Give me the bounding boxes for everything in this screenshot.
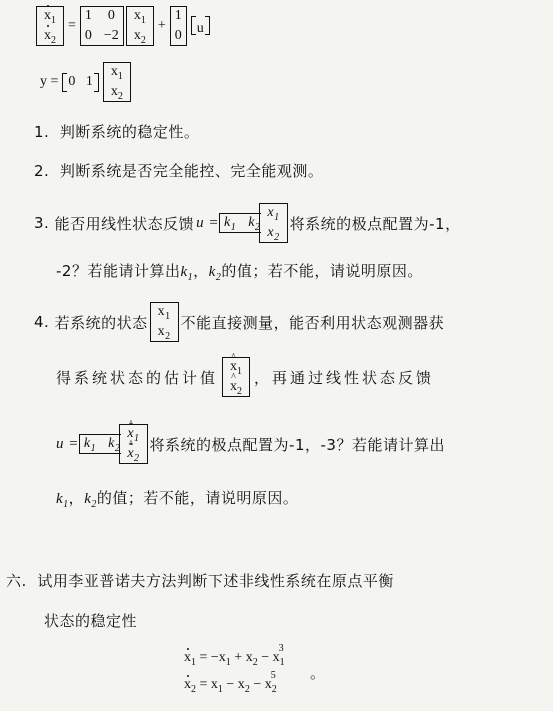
item-4-line-1: 4. 若系统的状态 $x_1$ $x_2$ 不能直接测量，能否利用状态观测器获 <box>34 304 445 342</box>
estimate-vector-2: ^ $x_1$ ^ $x_2$ <box>119 424 147 464</box>
matrix-c: 0 1 <box>62 73 99 92</box>
nonlinear-eq-1: $x_1 = -x_1 + x_2 - x_1^3$ <box>184 643 285 668</box>
xdot-vector: $x_1$ $x_2$ <box>36 6 64 46</box>
nonlinear-eq-2: $x_2 = x_1 - x_2 - x_2^5$ <box>184 670 277 695</box>
item-3-line-2: -2？若能请计算出$k_1$，$k_2$的值；若不能，请说明原因。 <box>56 262 423 283</box>
item-4-line-2: 得系统状态的估计值 ^ $x_1$ ^ $x_2$ ，再通过线性状态反馈 <box>56 357 434 397</box>
section-6-heading: 六. 试用李亚普诺夫方法判断下述非线性系统在原点平衡 <box>6 572 394 590</box>
gain-k-row-2: $k_1$ $k_2$ <box>79 434 120 454</box>
gain-k-row: $k_1$ $k_2$ <box>219 213 260 233</box>
equals-sign: = <box>68 18 76 33</box>
item-4-line-4: $k_1$，$k_2$的值；若不能，请说明原因。 <box>56 489 299 510</box>
x-vector-out: $x_1$ $x_2$ <box>103 62 131 102</box>
period-mark: 。 <box>310 664 326 682</box>
state-equation <box>36 6 210 46</box>
output-equation: y = 0 1 $x_1$ $x_2$ <box>40 62 131 102</box>
item-4-line-3: u = $k_1$ $k_2$ ^ $x_1$ ^ $x_2$ 将系统的极点配置为-1，-3？若能请计算出 <box>56 424 445 464</box>
plus-sign: + <box>157 18 166 33</box>
section-6-line-2: 状态的稳定性 <box>44 612 138 630</box>
matrix-b: 1 0 <box>170 6 187 46</box>
u-input: u <box>191 16 210 37</box>
x-vector: $x_1$ $x_2$ <box>126 6 154 46</box>
x-vector-k: $x_1$ $x_2$ <box>259 203 287 243</box>
estimate-vector: ^ $x_1$ ^ $x_2$ <box>222 357 250 397</box>
item-2: 2. 判断系统是否完全能控、完全能观测。 <box>34 162 324 180</box>
item-1: 1. 判断系统的稳定性。 <box>34 123 200 141</box>
state-vector: $x_1$ $x_2$ <box>150 302 179 342</box>
matrix-a: 1 0 0 −2 <box>80 6 124 46</box>
item-3-line-1: 3. 能否用线性状态反馈 u = $k_1$ $k_2$ $x_1$ $x_2$ 将系统的极点配置为-1， <box>34 205 461 243</box>
